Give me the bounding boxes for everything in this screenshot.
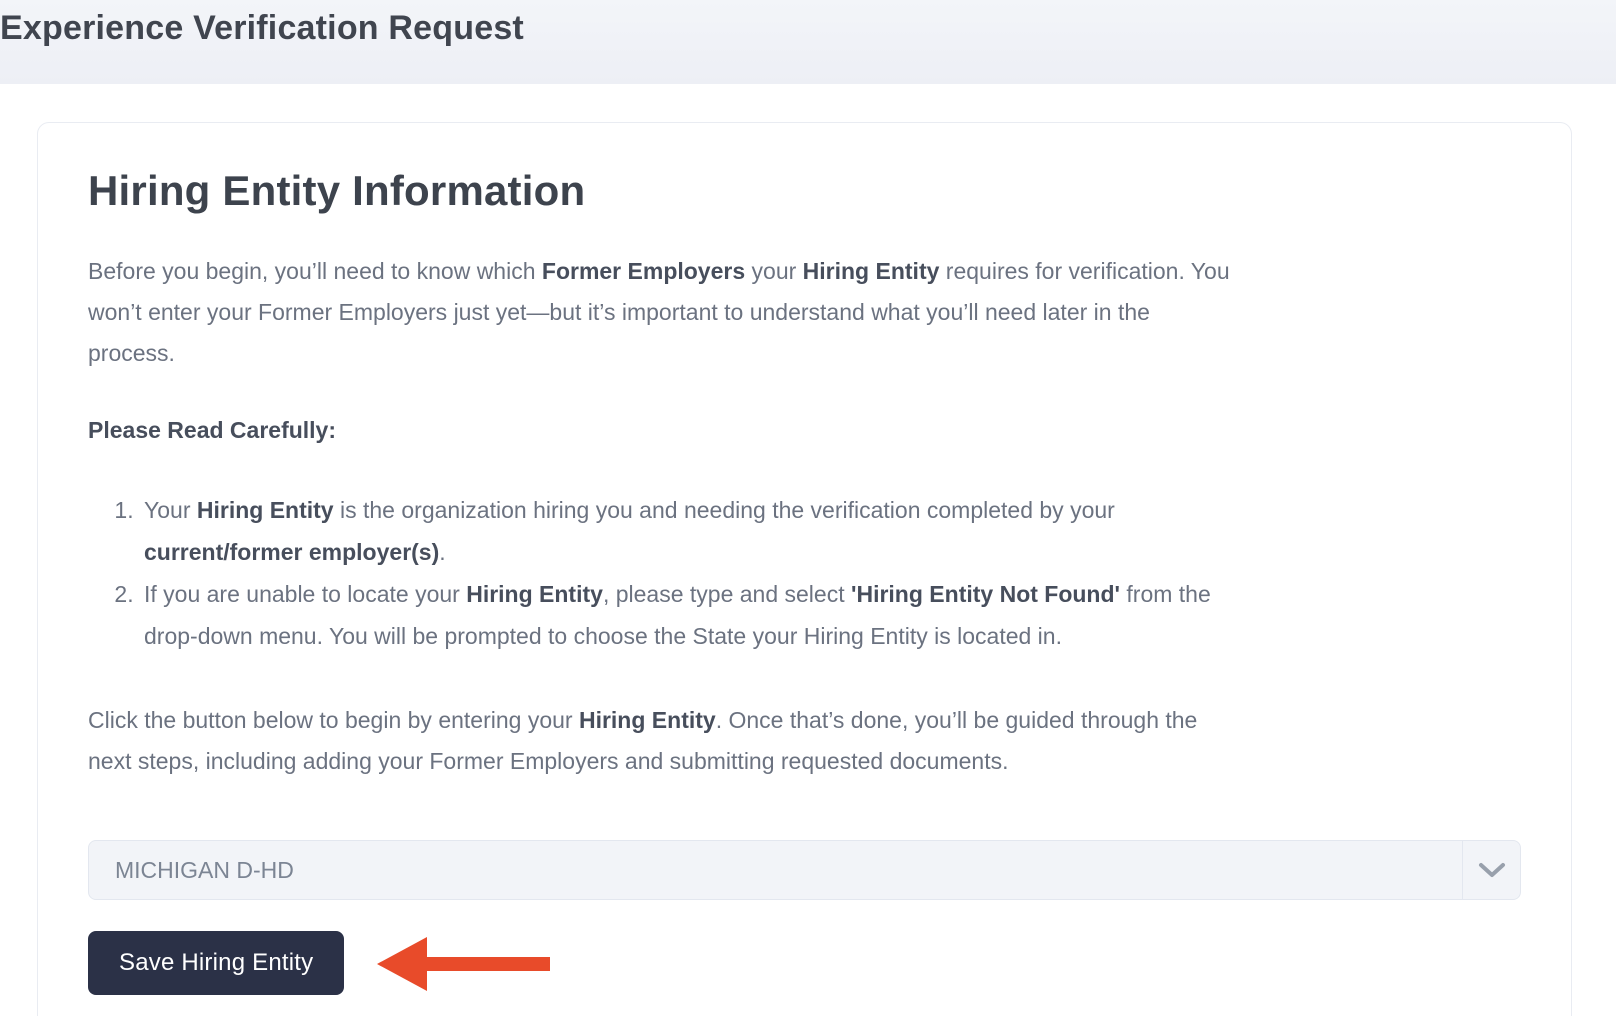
list-item-not-found-instructions: 2. If you are unable to locate your Hiring Entity, please type and select 'Hiring Entity Not Found' from the drop-down menu. You will be prompted to choose the State your Hiring Entity is located in. (140, 573, 1521, 657)
save-hiring-entity-button[interactable]: Save Hiring Entity (88, 931, 344, 995)
page-title: Experience Verification Request (0, 9, 524, 47)
select-value: MICHIGAN D-HD (115, 856, 294, 883)
page-header (0, 0, 1616, 84)
content-panel (4, 84, 1612, 1016)
cta-paragraph: Click the button below to begin by entering your Hiring Entity. Once that’s done, you’ll be guided through the next steps, including adding your Former Employers and submitting requested documents. (88, 707, 1198, 774)
card-heading: Hiring Entity Information (88, 167, 586, 214)
button-row (88, 931, 1521, 995)
list-item-hiring-entity-definition: 1. Your Hiring Entity is the organization hiring you and needing the verification completed by your current/former employer(s). (140, 489, 1521, 573)
chevron-down-icon[interactable] (1462, 841, 1520, 899)
intro-paragraph: Before you begin, you’ll need to know which Former Employers your Hiring Entity requires for verification. You won’t enter your Former Employers just yet—but it’s important to understand what you’ll need later in the process. (88, 258, 1230, 366)
red-arrow-icon (377, 933, 551, 993)
hiring-entity-card (37, 122, 1572, 1016)
read-carefully-label: Please Read Carefully: (88, 417, 337, 443)
instructions-list (88, 489, 1521, 657)
hiring-entity-select[interactable] (88, 840, 1521, 900)
